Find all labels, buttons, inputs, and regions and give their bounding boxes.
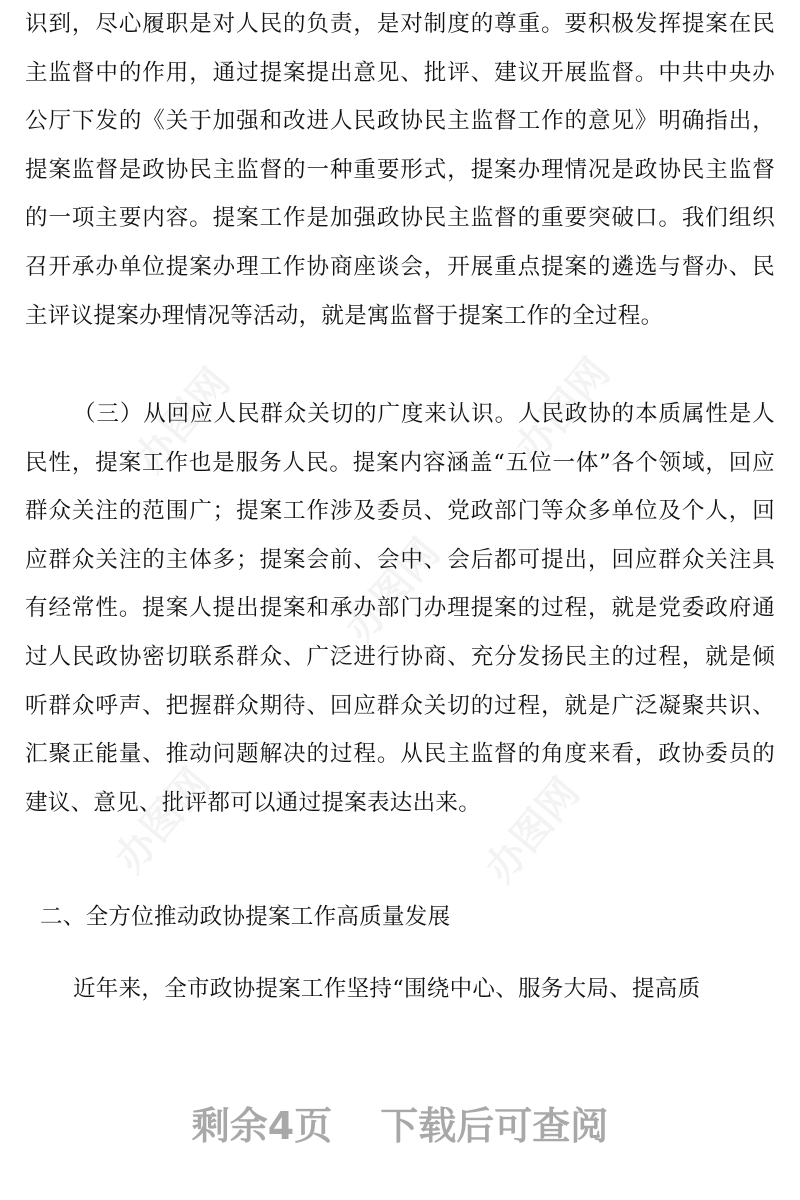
watermark: 办图网 (336, 530, 449, 652)
body-paragraph: （三）从回应人民群众关切的广度来认识。人民政协的本质属性是人民性，提案工作也是服务人民。提案内容涵盖“五位一体”各个领域，回应群众关注的范围广；提案工作涉及委员、党政部门等众多单位及个人，回应群众关注的主体多；提案会前、会中、会后都可提出，回应群众关注具有经常性。提案人提出提案和承办部门办理提案的过程，就是党委政府通过人民政协密切联系群众、广泛进行协商、充分发扬民主的过程，就是倾听群众呼声、把握群众期待、回应群众关切的过程，就是广泛凝聚共识、汇聚正能量、推动问题解决的过程。从民主监督的角度来看，政协委员的建议、意见、批评都可以通过提案表达出来。 (25, 401, 775, 816)
body-paragraph: 近年来，全市政协提案工作坚持“围绕中心、服务大局、提高质 (73, 976, 701, 1002)
download-hint-text: 下载后可查阅 (380, 1104, 609, 1148)
watermark: 办图网 (106, 760, 219, 882)
watermark: 办图网 (126, 360, 239, 482)
remaining-pages-text: 剩余4页 (191, 1104, 333, 1148)
watermark: 办图网 (476, 770, 589, 892)
body-paragraph: 识到，尽心履职是对人民的负责，是对制度的尊重。要积极发挥提案在民主监督中的作用，通过提案提出意见、批评、建议开展监督。中共中央办公厅下发的《关于加强和改进人民政协民主监督工作的意见》明确指出，提案监督是政协民主监督的一种重要形式，提案办理情况是政协民主监督的一项主要内容。提案工作是加强政协民主监督的重要突破口。我们组织召开承办单位提案办理工作协商座谈会，开展重点提案的遴选与督办、民主评议提案办理情况等活动，就是寓监督于提案工作的全过程。 (25, 11, 775, 329)
watermark: 办图网 (506, 350, 619, 472)
remaining-pages-banner[interactable] (0, 1098, 800, 1154)
section-heading: 二、全方位推动政协提案工作高质量发展 (40, 904, 451, 930)
